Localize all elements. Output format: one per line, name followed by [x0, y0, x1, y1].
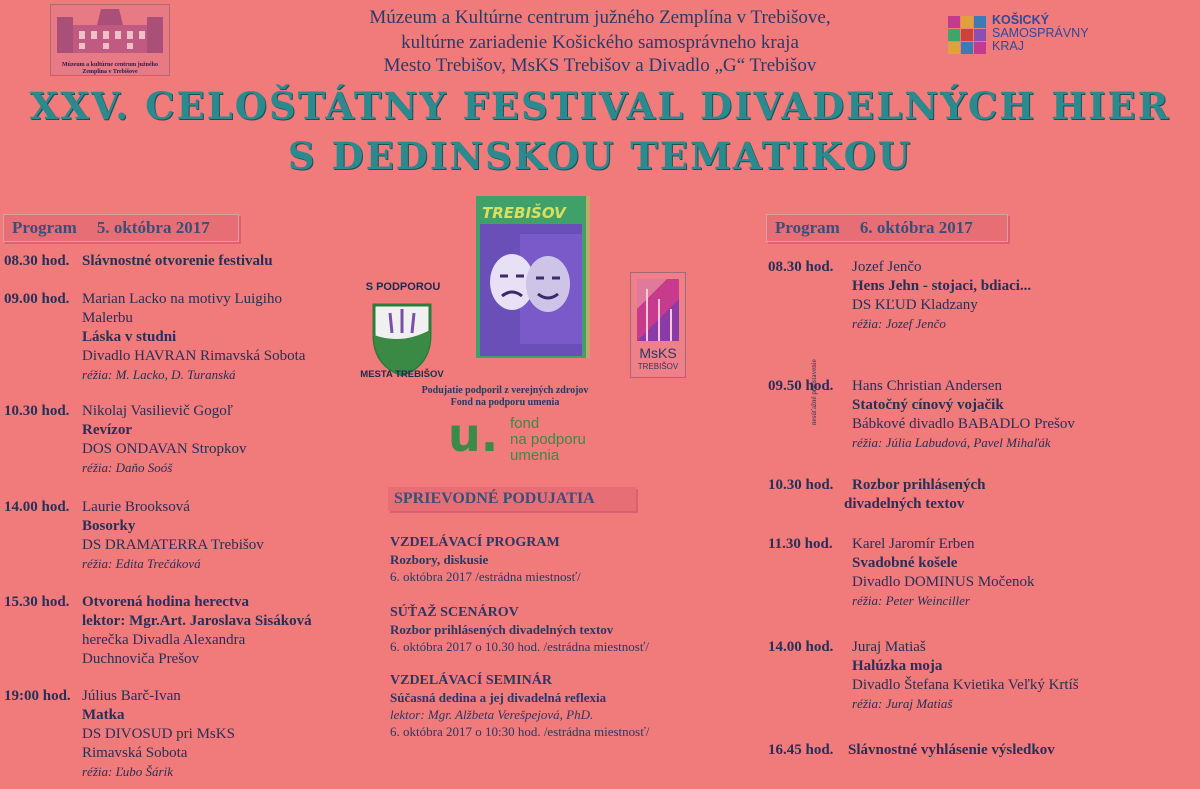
day1-time: 14.00 hod.: [4, 499, 70, 515]
day2-item-2: [768, 359, 1168, 451]
day1-company: DS DIVOSUD pri MsKS: [82, 726, 235, 742]
day1-item-4: [4, 498, 334, 572]
day2-program-tag: [766, 214, 1008, 242]
day1-company-cont: Rimavská Sobota: [82, 745, 188, 761]
day2-event-title-cont: divadelných textov: [844, 496, 965, 512]
day2-director: réžia: Juraj Matiaš: [852, 696, 953, 711]
day2-item-1: [768, 258, 1148, 332]
day1-play-title: Láska v studni: [82, 329, 177, 345]
day1-company: DOS ONDAVAN Stropkov: [82, 441, 247, 457]
day1-lecturer-role-cont: Duchnoviča Prešov: [82, 651, 200, 667]
day2-company: DS KĽUD Kladzany: [852, 297, 978, 313]
day1-item-5: [4, 593, 344, 669]
fond-logo: [448, 408, 618, 466]
day1-time: 08.30 hod.: [4, 253, 70, 269]
spriev-event-when: 6. októbra 2017 /estrádna miestnosť/: [390, 569, 581, 584]
day2-play-title: Hens Jehn - stojaci, bdiaci...: [852, 278, 1032, 294]
day1-time: 10.30 hod.: [4, 403, 70, 419]
day2-event-title: Slávnostné vyhlásenie výsledkov: [848, 742, 1055, 758]
msks-sub-text: TREBIŠOV: [637, 362, 679, 371]
day2-author: Karel Jaromír Erben: [852, 536, 975, 552]
festival-title-line-1: XXV. CELOŠTÁTNY FESTIVAL DIVADELNÝCH HIER: [29, 84, 1171, 128]
day2-play-title: Svadobné košele: [852, 555, 958, 571]
day1-play-title: Bosorky: [82, 518, 136, 534]
msks-emblem-icon: [637, 279, 679, 341]
day1-time: 09.00 hod.: [4, 291, 70, 307]
day2-play-title: Statočný cínový vojačik: [852, 397, 1004, 413]
day1-lecturer: lektor: Mgr.Art. Jaroslava Sisáková: [82, 613, 312, 629]
ksk-mosaic-icon: [948, 16, 986, 54]
day1-date: 5. októbra 2017: [96, 218, 210, 237]
day2-time: 09.50 hod.: [768, 378, 834, 394]
day2-item-4: [768, 535, 1148, 609]
podpora-mesta-logo: [352, 275, 452, 385]
trebisov-text: TREBIŠOV: [482, 204, 566, 222]
day1-play-title: Matka: [82, 707, 125, 723]
day2-item-6: [768, 741, 1168, 760]
ksk-line-2: SAMOSPRÁVNY: [992, 26, 1089, 40]
header-line-1: Múzeum a Kultúrne centrum južného Zemplína v Trebišove,: [369, 7, 831, 28]
spriev-event-when: 6. októbra 2017 o 10.30 hod. /estrádna miestnosť/: [390, 639, 650, 654]
spriev-event-2: [390, 604, 700, 655]
day1-event-title: Otvorená hodina herectva: [82, 594, 249, 610]
msks-logo: [630, 272, 686, 378]
day1-item-3: [4, 402, 334, 476]
spriev-event-lecturer: lektor: Mgr. Alžbeta Verešpejová, PhD.: [390, 707, 594, 722]
day2-time: 11.30 hod.: [768, 536, 833, 552]
day1-director: réžia: Ľubo Šárik: [82, 764, 173, 779]
fund-note-2: Fond na podporu umenia: [450, 397, 560, 408]
day2-director: réžia: Jozef Jenčo: [852, 316, 946, 331]
day1-author-cont: Malerbu: [82, 310, 133, 326]
day2-author: Jozef Jenčo: [852, 259, 922, 275]
spriev-event-when: 6. októbra 2017 o 10:30 hod. /estrádna miestnosť/: [390, 724, 650, 739]
ksk-line-1: KOŠICKÝ: [992, 13, 1049, 27]
day1-author: Július Barč-Ivan: [82, 688, 181, 704]
spriev-event-desc: Súčasná dedina a jej divadelná reflexia: [390, 690, 607, 705]
day1-item-1: [4, 252, 334, 271]
day1-label: Program: [12, 218, 77, 237]
day1-director: réžia: Edita Trečáková: [82, 556, 201, 571]
day1-director: réžia: M. Lacko, D. Turanská: [82, 367, 236, 382]
day1-company: Divadlo HAVRAN Rimavská Sobota: [82, 348, 306, 364]
day2-company: Bábkové divadlo BABADLO Prešov: [852, 416, 1075, 432]
trebisov-poster: [476, 196, 590, 358]
day2-author: Juraj Matiaš: [852, 639, 926, 655]
fond-text-3: umenia: [510, 447, 560, 464]
fond-letter: u.: [448, 408, 499, 462]
day2-author: Hans Christian Andersen: [852, 378, 1002, 394]
day2-time: 10.30 hod.: [768, 477, 834, 493]
festival-title-line-2: S DEDINSKOU TEMATIKOU: [287, 134, 913, 178]
day1-time: 15.30 hod.: [4, 594, 70, 610]
day1-event-title: Slávnostné otvorenie festivalu: [82, 253, 273, 269]
day2-time: 08.30 hod.: [768, 259, 834, 275]
day2-director: réžia: Peter Weinciller: [852, 593, 970, 608]
msks-text: MsKS: [639, 345, 677, 361]
ksk-logo: [948, 14, 1108, 58]
day1-lecturer-role: herečka Divadla Alexandra: [82, 632, 246, 648]
podpora-bottom-text: MESTA TREBIŠOV: [360, 369, 444, 380]
museum-logo-caption: Múzeum a kultúrne centrum južného Zemplína v Trebišove: [62, 62, 158, 75]
fond-text-2: na podporu: [510, 431, 586, 448]
day2-company: Divadlo DOMINUS Močenok: [852, 574, 1035, 590]
day2-label: Program: [775, 218, 840, 237]
spriev-title: SPRIEVODNÉ PODUJATIA: [388, 487, 636, 511]
day2-play-title: Halúzka moja: [852, 658, 943, 674]
spriev-event-title: VZDELÁVACÍ SEMINÁR: [390, 673, 552, 688]
day1-item-6: [4, 687, 334, 780]
day2-item-3: [768, 476, 1148, 514]
non-competition-note: nesúťažné predstavenie: [810, 359, 818, 425]
day1-company: DS DRAMATERRA Trebišov: [82, 537, 264, 553]
spriev-event-desc: Rozbory, diskusie: [390, 552, 489, 567]
podpora-top-text: S PODPOROU: [365, 281, 441, 293]
day1-author: Laurie Brooksová: [82, 499, 190, 515]
day2-time: 16.45 hod.: [768, 742, 834, 758]
theatre-masks-icon: [480, 224, 582, 356]
day2-director: réžia: Júlia Labudová, Pavel Mihaľák: [852, 435, 1051, 450]
day2-event-title: Rozbor prihlásených: [852, 477, 986, 493]
spriev-event-title: SÚŤAŽ SCENÁROV: [390, 605, 519, 620]
day1-author: Marian Lacko na motivy Luigiho: [82, 291, 282, 307]
ksk-line-3: KRAJ: [992, 39, 1024, 53]
fund-note-1: Podujatie podporil z verejných zdrojov: [421, 385, 589, 396]
day2-company: Divadlo Štefana Kvietika Veľký Krtíš: [852, 677, 1079, 693]
spriev-event-3: [390, 672, 700, 740]
fond-text-1: fond: [510, 415, 540, 432]
day2-time: 14.00 hod.: [768, 639, 834, 655]
day1-director: réžia: Daňo Soóš: [82, 460, 173, 475]
day1-time: 19:00 hod.: [4, 688, 71, 704]
header-line-2: kultúrne zariadenie Košického samosprávneho kraja: [401, 32, 799, 53]
day1-author: Nikolaj Vasilievič Gogoľ: [82, 403, 233, 419]
spriev-event-title: VZDELÁVACÍ PROGRAM: [390, 535, 560, 550]
day1-play-title: Revízor: [82, 422, 132, 438]
header-line-3: Mesto Trebišov, MsKS Trebišov a Divadlo „G“ Trebišov: [383, 55, 817, 76]
spriev-event-1: [390, 534, 700, 585]
day2-date: 6. októbra 2017: [859, 218, 973, 237]
day2-item-5: [768, 638, 1188, 712]
day1-item-2: [4, 290, 334, 383]
day1-program-tag: [3, 214, 239, 242]
spriev-event-desc: Rozbor prihlásených divadelných textov: [390, 622, 614, 637]
